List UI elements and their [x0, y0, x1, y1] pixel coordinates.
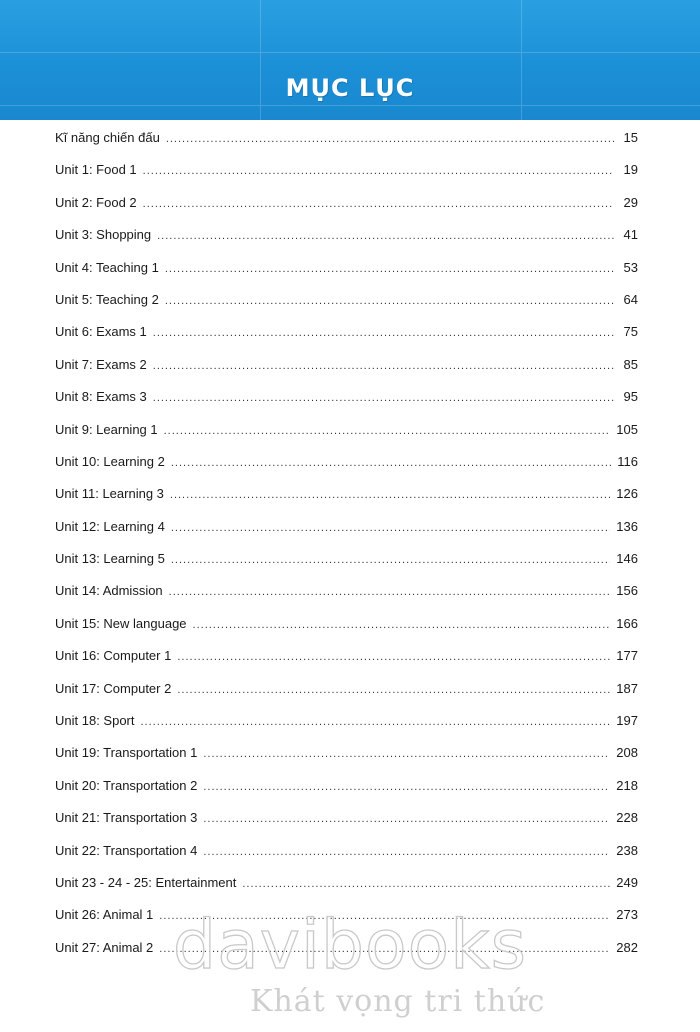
- dot-leader: [203, 846, 610, 858]
- toc-entry-page: 146: [616, 551, 638, 567]
- toc-entry-label: Unit 11: Learning 3: [55, 486, 164, 502]
- toc-entry: [55, 778, 638, 810]
- toc-entry-page: 95: [623, 389, 638, 405]
- dot-leader: [157, 230, 614, 242]
- toc-entry-page: 197: [616, 713, 638, 729]
- toc-entry: [55, 130, 638, 162]
- toc-entry-label: Unit 27: Animal 2: [55, 939, 154, 955]
- toc-entry-label: Unit 19: Transportation 1: [55, 745, 198, 761]
- toc-entry-page: 41: [623, 227, 638, 243]
- toc-entry-page: 126: [616, 486, 638, 502]
- toc-entry-page: 218: [616, 777, 638, 793]
- toc-entry-page: 64: [623, 291, 638, 307]
- dot-leader: [193, 619, 611, 631]
- dot-leader: [169, 586, 611, 598]
- toc-entry: [55, 454, 638, 486]
- dot-leader: [171, 554, 610, 566]
- toc-entry-page: 85: [623, 356, 638, 372]
- toc-entry-page: 282: [616, 939, 638, 955]
- toc-entry: [55, 810, 638, 842]
- toc-entry-page: 156: [616, 583, 638, 599]
- toc-entry-label: Unit 9: Learning 1: [55, 421, 158, 437]
- toc-entry-page: 19: [623, 162, 638, 178]
- watermark-brand: davibooks: [172, 906, 528, 985]
- toc-entry: [55, 745, 638, 777]
- toc-entry: [55, 260, 638, 292]
- dot-leader: [171, 457, 611, 469]
- banner-background-texture: [0, 0, 700, 120]
- toc-entry-label: Unit 1: Food 1: [55, 162, 137, 178]
- toc-entry-page: 228: [616, 810, 638, 826]
- table-of-contents: [55, 130, 638, 972]
- toc-entry-page: 187: [616, 680, 638, 696]
- toc-entry-label: Unit 2: Food 2: [55, 194, 137, 210]
- toc-entry: [55, 195, 638, 227]
- toc-entry-label: Unit 10: Learning 2: [55, 453, 165, 469]
- toc-entry-page: 15: [623, 130, 638, 145]
- dot-leader: [165, 263, 614, 275]
- dot-leader: [177, 651, 610, 663]
- toc-entry-label: Unit 13: Learning 5: [55, 551, 165, 567]
- toc-entry: [55, 519, 638, 551]
- toc-entry-label: Unit 12: Learning 4: [55, 518, 165, 534]
- toc-entry-page: 116: [617, 453, 638, 469]
- toc-entry-label: Unit 26: Animal 1: [55, 907, 154, 923]
- toc-entry-page: 177: [616, 648, 638, 664]
- toc-entry-label: Unit 23 - 24 - 25: Entertainment: [55, 874, 237, 890]
- toc-entry: [55, 486, 638, 518]
- toc-entry-label: Unit 6: Exams 1: [55, 324, 147, 340]
- dot-leader: [153, 360, 614, 372]
- toc-entry: [55, 713, 638, 745]
- dot-leader: [203, 813, 610, 825]
- toc-entry-label: Unit 4: Teaching 1: [55, 259, 159, 275]
- toc-entry-page: 75: [623, 324, 638, 340]
- toc-entry-label: Unit 22: Transportation 4: [55, 842, 198, 858]
- toc-entry-label: Unit 18: Sport: [55, 713, 135, 729]
- toc-entry: [55, 227, 638, 259]
- dot-leader: [153, 327, 614, 339]
- toc-entry-page: 249: [616, 874, 638, 890]
- toc-entry: [55, 389, 638, 421]
- toc-entry-label: Unit 7: Exams 2: [55, 356, 147, 372]
- toc-entry-label: Unit 15: New language: [55, 615, 187, 631]
- dot-leader: [143, 165, 614, 177]
- dot-leader: [143, 198, 614, 210]
- toc-entry: [55, 583, 638, 615]
- toc-entry-label: Unit 16: Computer 1: [55, 648, 172, 664]
- dot-leader: [171, 522, 610, 534]
- toc-entry: [55, 162, 638, 194]
- dot-leader: [170, 489, 610, 501]
- toc-entry-label: Unit 8: Exams 3: [55, 389, 147, 405]
- toc-entry: [55, 551, 638, 583]
- toc-entry: [55, 422, 638, 454]
- toc-entry: [55, 292, 638, 324]
- dot-leader: [165, 295, 614, 307]
- toc-entry: [55, 357, 638, 389]
- dot-leader: [166, 133, 614, 145]
- toc-entry-page: 238: [616, 842, 638, 858]
- toc-entry: [55, 843, 638, 875]
- toc-entry: [55, 616, 638, 648]
- toc-entry-label: Unit 17: Computer 2: [55, 680, 172, 696]
- toc-entry-page: 29: [623, 194, 638, 210]
- dot-leader: [141, 716, 611, 728]
- dot-leader: [203, 748, 610, 760]
- dot-leader: [242, 878, 610, 890]
- dot-leader: [164, 425, 611, 437]
- toc-entry-page: 166: [616, 615, 638, 631]
- dot-leader: [153, 392, 614, 404]
- toc-entry-label: Kĩ năng chiến đấu: [55, 130, 160, 145]
- title-banner: [0, 0, 700, 120]
- toc-entry-label: Unit 21: Transportation 3: [55, 810, 198, 826]
- toc-entry-label: Unit 3: Shopping: [55, 227, 152, 243]
- toc-entry-page: 105: [616, 421, 638, 437]
- page-title: MỤC LỤC: [285, 74, 415, 102]
- toc-entry: [55, 324, 638, 356]
- toc-entry: [55, 681, 638, 713]
- toc-entry: [55, 648, 638, 680]
- toc-entry: [55, 875, 638, 907]
- dot-leader: [177, 684, 610, 696]
- toc-entry-page: 208: [616, 745, 638, 761]
- dot-leader: [203, 781, 610, 793]
- toc-entry-page: 273: [616, 907, 638, 923]
- toc-entry-label: Unit 20: Transportation 2: [55, 777, 198, 793]
- toc-entry-label: Unit 14: Admission: [55, 583, 163, 599]
- toc-entry-page: 53: [623, 259, 638, 275]
- watermark-tagline: Khát vọng tri thức: [250, 984, 546, 1019]
- toc-entry-label: Unit 5: Teaching 2: [55, 291, 159, 307]
- toc-entry-page: 136: [616, 518, 638, 534]
